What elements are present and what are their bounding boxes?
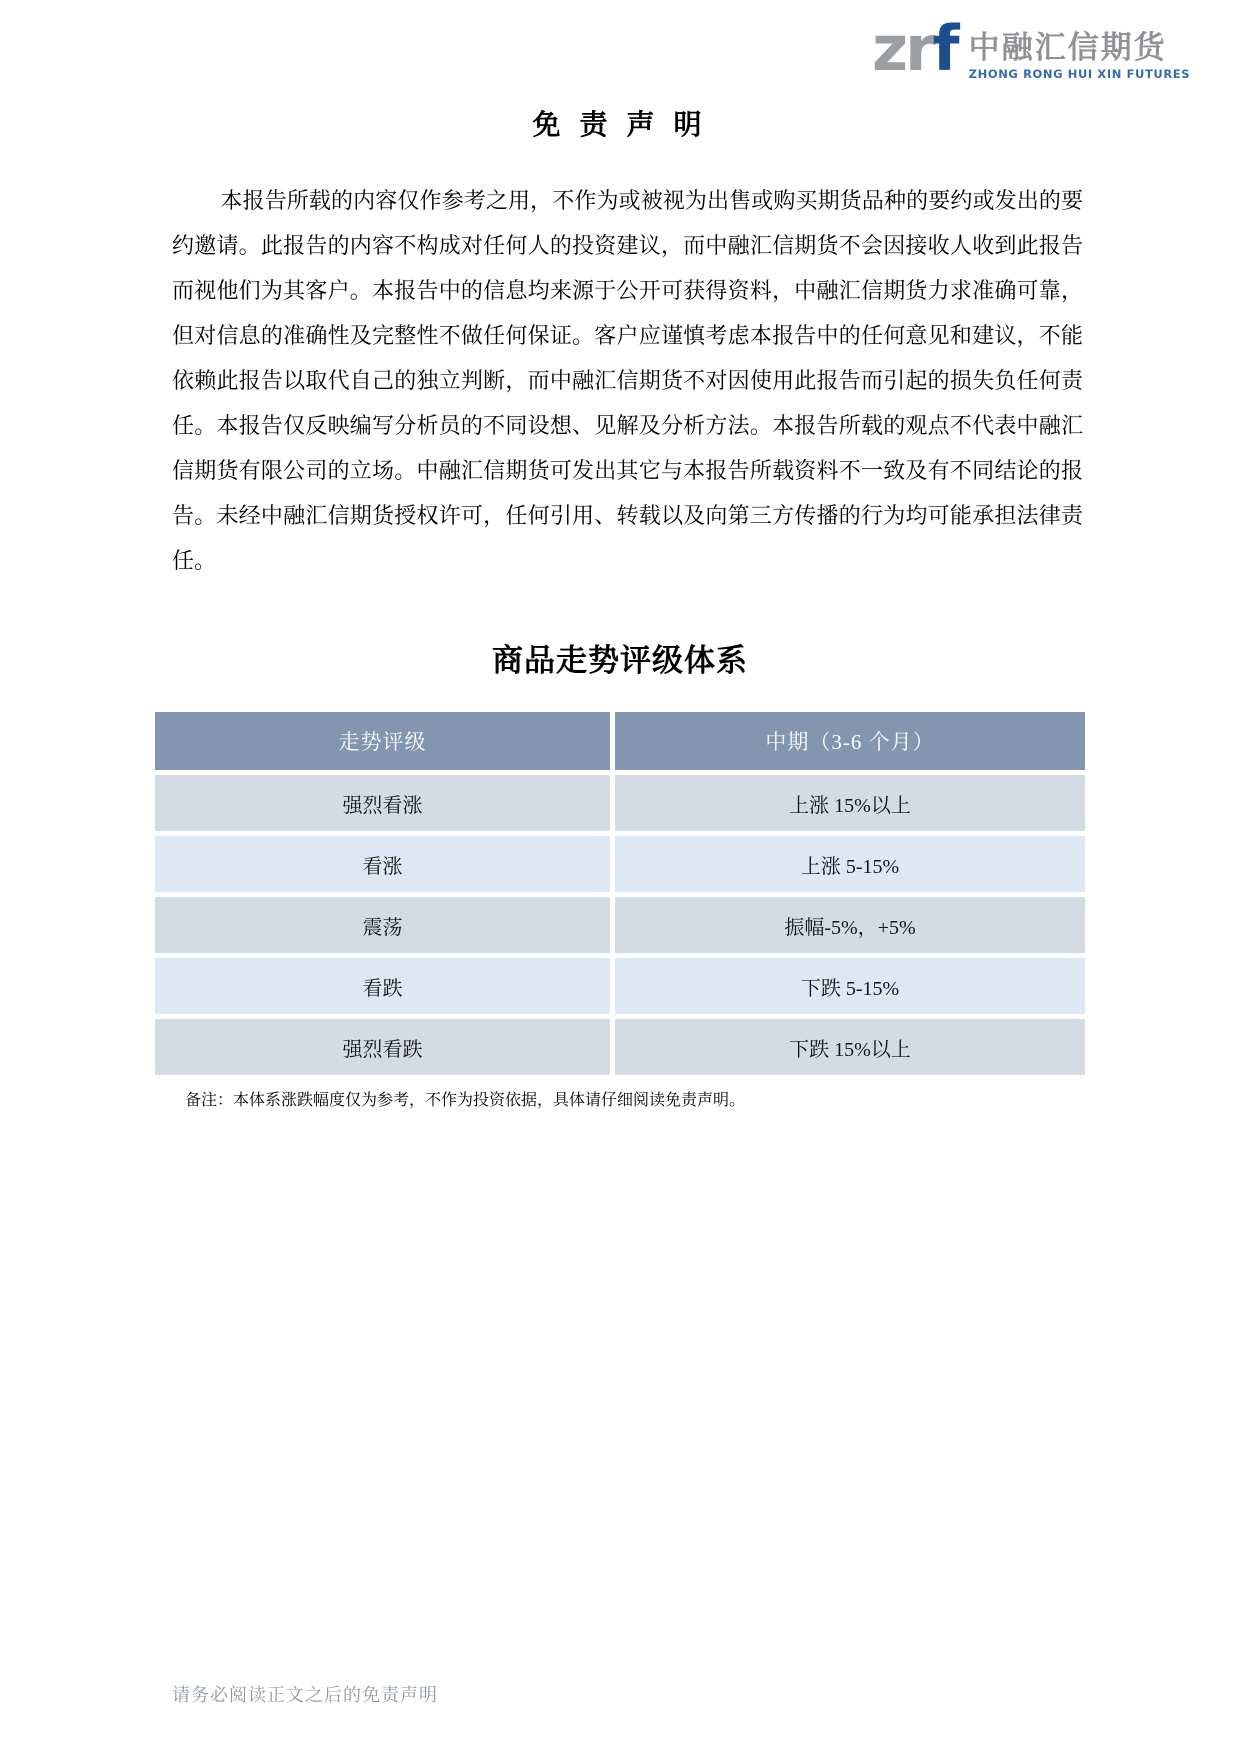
rating-cell: 看涨: [155, 836, 610, 892]
rating-cell: 强烈看涨: [155, 775, 610, 831]
logo-letters-zr: zr: [872, 12, 933, 85]
rating-cell: 震荡: [155, 897, 610, 953]
page-title: 免 责 声 明: [532, 110, 708, 141]
rating-table: [155, 712, 1085, 1075]
logo-text-block: [969, 18, 1191, 81]
rating-system-title: 商品走势评级体系: [492, 643, 748, 678]
company-name-en: ZHONG RONG HUI XIN FUTURES: [968, 67, 1191, 81]
range-cell: 下跌 15%以上: [615, 1019, 1085, 1075]
company-name-cn: 中融汇信期货: [968, 30, 1167, 66]
range-cell: 上涨 15%以上: [615, 775, 1085, 831]
rating-cell: 强烈看跌: [155, 1019, 610, 1075]
rating-table-header-midterm: 中期（3-6 个月）: [615, 712, 1085, 770]
zrf-logo-mark: [872, 12, 957, 85]
disclaimer-paragraph: 本报告所载的内容仅作参考之用，不作为或被视为出售或购买期货品种的要约或发出的要约邀请。此报告的内容不构成对任何人的投资建议，而中融汇信期货不会因接收人收到此报告而视他们为其客户。本报告中的信息均来源于公开可获得资料，中融汇信期货力求准确可靠，但对信息的准确性及完整性不做任何保证。客户应谨慎考虑本报告中的任何意见和建议，不能依赖此报告以取代自己的独立判断，而中融汇信期货不对因使用此报告而引起的损失负任何责任。本报告仅反映编写分析员的不同设想、见解及分析方法。本报告所载的观点不代表中融汇信期货有限公司的立场。中融汇信期货可发出其它与本报告所载资料不一致及有不同结论的报告。未经中融汇信期货授权许可，任何引用、转载以及向第三方传播的行为均可能承担法律责任。: [172, 188, 1083, 573]
logo-letter-f: f: [932, 12, 957, 85]
range-cell: 振幅-5%，+5%: [615, 897, 1085, 953]
range-cell: 下跌 5-15%: [615, 958, 1085, 1014]
table-note: 备注：本体系涨跌幅度仅为参考，不作为投资依据，具体请仔细阅读免责声明。: [185, 1092, 746, 1109]
range-cell: 上涨 5-15%: [615, 836, 1085, 892]
company-logo: [872, 12, 1191, 85]
rating-table-header-rating: 走势评级: [155, 712, 610, 770]
rating-cell: 看跌: [155, 958, 610, 1014]
footer-disclaimer-note: 请务必阅读正文之后的免责声明: [172, 1685, 438, 1705]
